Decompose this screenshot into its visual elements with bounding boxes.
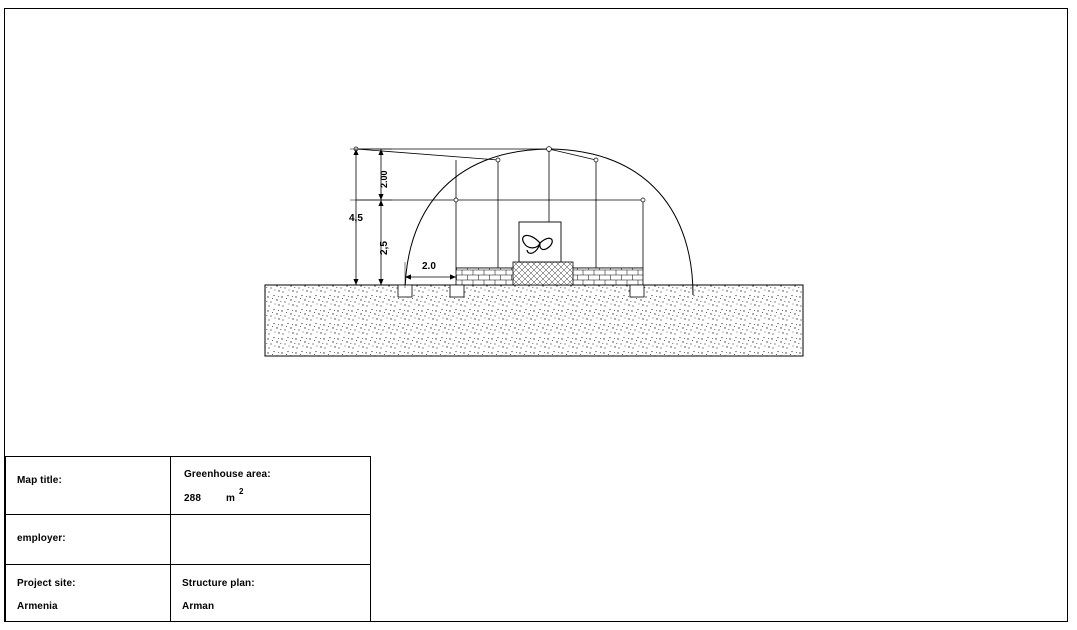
dimension-footing-offset: 2.0 [422, 261, 436, 272]
greenhouse-area-value: 288 [184, 493, 201, 504]
greenhouse-area-label: Greenhouse area: [184, 469, 271, 480]
title-block-row-employer [6, 515, 370, 565]
greenhouse-area-unit: m [226, 493, 235, 504]
title-block-cell-structure-plan [171, 565, 370, 622]
title-block-cell-project-site [6, 565, 171, 622]
project-site-label: Project site: [17, 578, 76, 589]
dimension-arch-rise: 2.00 [379, 170, 389, 188]
dimension-total-height: 4,5 [349, 213, 363, 224]
title-block-cell-greenhouse-area [171, 457, 370, 514]
structure-plan-value: Arman [182, 601, 215, 612]
employer-label: employer: [17, 533, 66, 544]
title-block [5, 456, 371, 622]
title-block-cell-map-title-label [6, 457, 171, 514]
structure-plan-label: Structure plan: [182, 578, 255, 589]
greenhouse-area-exponent: 2 [239, 487, 244, 496]
title-block-row-map-title [6, 457, 370, 515]
title-block-row-project-site [6, 565, 370, 622]
dimension-wall-height: 2,5 [379, 241, 390, 255]
map-title-label: Map title: [17, 475, 62, 486]
title-block-cell-employer-value [171, 515, 370, 564]
title-block-cell-employer-label [6, 515, 171, 564]
project-site-value: Armenia [17, 601, 58, 612]
